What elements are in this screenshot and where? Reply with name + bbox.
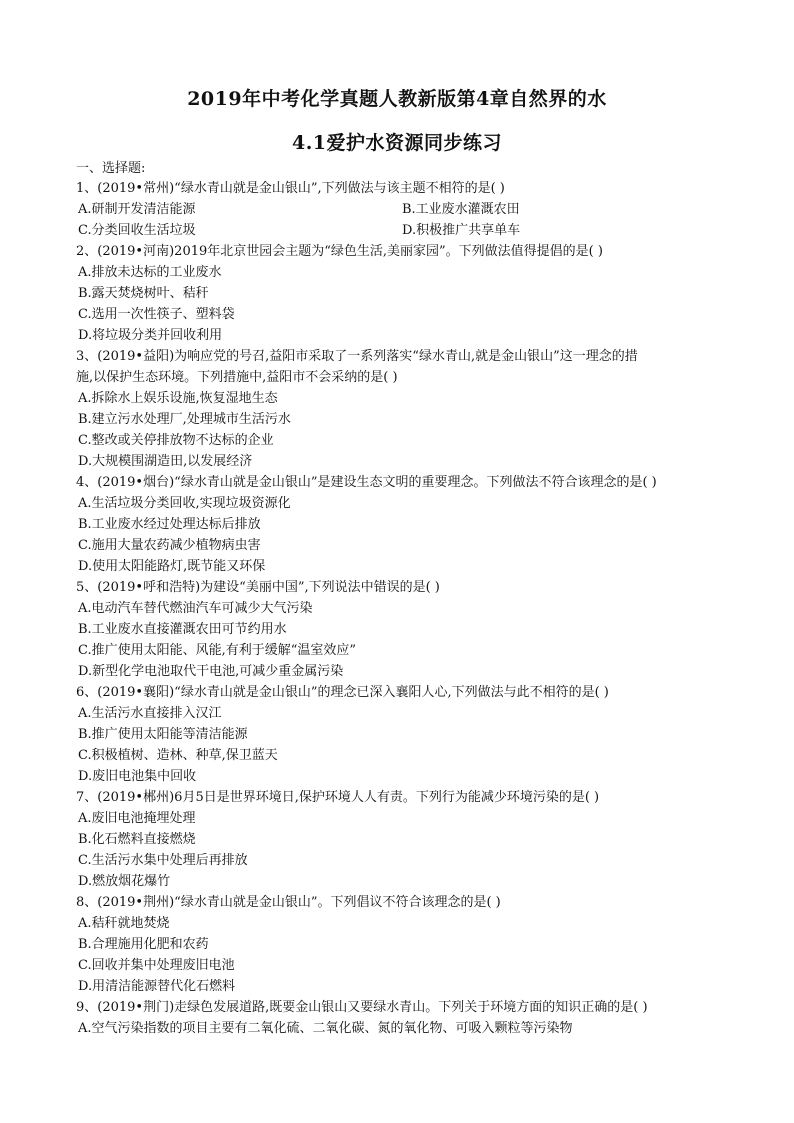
option-a: A.排放未达标的工业废水 (78, 265, 222, 280)
option-b: B.工业废水经过处理达标后排放 (78, 517, 261, 532)
option-c: C.分类回收生活垃圾 (78, 223, 196, 238)
option-b: B.合理施用化肥和农药 (78, 937, 209, 952)
option-c: C.生活污水集中处理后再排放 (78, 853, 248, 868)
option-a: A.拆除水上娱乐设施,恢复湿地生态 (78, 391, 278, 406)
question-stem: 1、(2019•常州)“绿水青山就是金山银山”,下列做法与该主题不相符的是( ) (76, 181, 505, 196)
option-d: D.大规模围湖造田,以发展经济 (78, 454, 253, 469)
option-c: C.回收并集中处理废旧电池 (78, 958, 235, 973)
option-a: A.空气污染指数的项目主要有二氧化硫、二氧化碳、氮的氧化物、可吸入颗粒等污染物 (78, 1021, 573, 1036)
option-b: B.工业废水灌溉农田 (402, 202, 520, 217)
option-d: D.将垃圾分类并回收利用 (78, 328, 223, 343)
option-row (76, 220, 736, 241)
question-list (76, 160, 736, 1039)
question-stem: 7、(2019•郴州)6月5日是世界环境日,保护环境人人有责。下列行为能减少环境污染的是( ) (76, 790, 600, 805)
option-a: A.废旧电池掩埋处理 (78, 811, 196, 826)
option-d: D.积极推广共享单车 (402, 223, 521, 238)
option-b: B.建立污水处理厂,处理城市生活污水 (78, 412, 291, 427)
option-a: A.生活垃圾分类回收,实现垃圾资源化 (78, 496, 291, 511)
option-a: A.生活污水直接排入汉江 (78, 706, 222, 721)
question-stem: 3、(2019•益阳)为响应党的号召,益阳市采取了一系列落实“绿水青山,就是金山银山”这一理念的措 (76, 349, 638, 364)
option-c: C.选用一次性筷子、塑料袋 (78, 307, 235, 322)
option-row (76, 199, 736, 220)
option-d: D.燃放烟花爆竹 (78, 874, 171, 889)
document-title: 2019年中考化学真题人教新版第4章自然界的水 (187, 88, 607, 110)
option-c: C.积极植树、造林、种草,保卫蓝天 (78, 748, 278, 763)
option-d: D.使用太阳能路灯,既节能又环保 (78, 559, 266, 574)
option-c: C.施用大量农药减少植物病虫害 (78, 538, 261, 553)
question-stem: 6、(2019•襄阳)“绿水青山就是金山银山”的理念已深入襄阳人心,下列做法与此不相符的是( ) (76, 685, 609, 700)
option-a: A.研制开发清洁能源 (78, 202, 196, 217)
question-stem: 5、(2019•呼和浩特)为建设“美丽中国”,下列说法中错误的是( ) (76, 580, 440, 595)
question-stem: 2、(2019•河南)2019年北京世园会主题为“绿色生活,美丽家园”。下列做法值得提倡的是( ) (76, 244, 603, 259)
option-d: D.废旧电池集中回收 (78, 769, 197, 784)
option-b: B.化石燃料直接燃烧 (78, 832, 196, 847)
option-b: B.推广使用太阳能等清洁能源 (78, 727, 248, 742)
question-stem: 4、(2019•烟台)“绿水青山就是金山银山”是建设生态文明的重要理念。下列做法不符合该理念的是( ) (76, 475, 657, 490)
question-stem-continued: 施,以保护生态环境。下列措施中,益阳市不会采纳的是( ) (76, 370, 398, 385)
option-d: D.新型化学电池取代干电池,可减少重金属污染 (78, 664, 344, 679)
option-b: B.工业废水直接灌溉农田可节约用水 (78, 622, 287, 637)
option-d: D.用清洁能源替代化石燃料 (78, 979, 236, 994)
option-c: C.推广使用太阳能、风能,有利于缓解“温室效应” (78, 643, 357, 658)
option-a: A.电动汽车替代燃油汽车可减少大气污染 (78, 601, 313, 616)
option-a: A.秸秆就地焚烧 (78, 916, 170, 931)
question-stem: 8、(2019•荆州)“绿水青山就是金山银山”。下列倡议不符合该理念的是( ) (76, 895, 501, 910)
option-b: B.露天焚烧树叶、秸秆 (78, 286, 209, 301)
section-heading: 一、选择题: (76, 161, 146, 176)
document-subtitle: 4.1爱护水资源同步练习 (291, 132, 503, 154)
option-c: C.整改或关停排放物不达标的企业 (78, 433, 274, 448)
question-stem: 9、(2019•荆门)走绿色发展道路,既要金山银山又要绿水青山。下列关于环境方面的知识正确的是( ) (76, 1000, 648, 1015)
